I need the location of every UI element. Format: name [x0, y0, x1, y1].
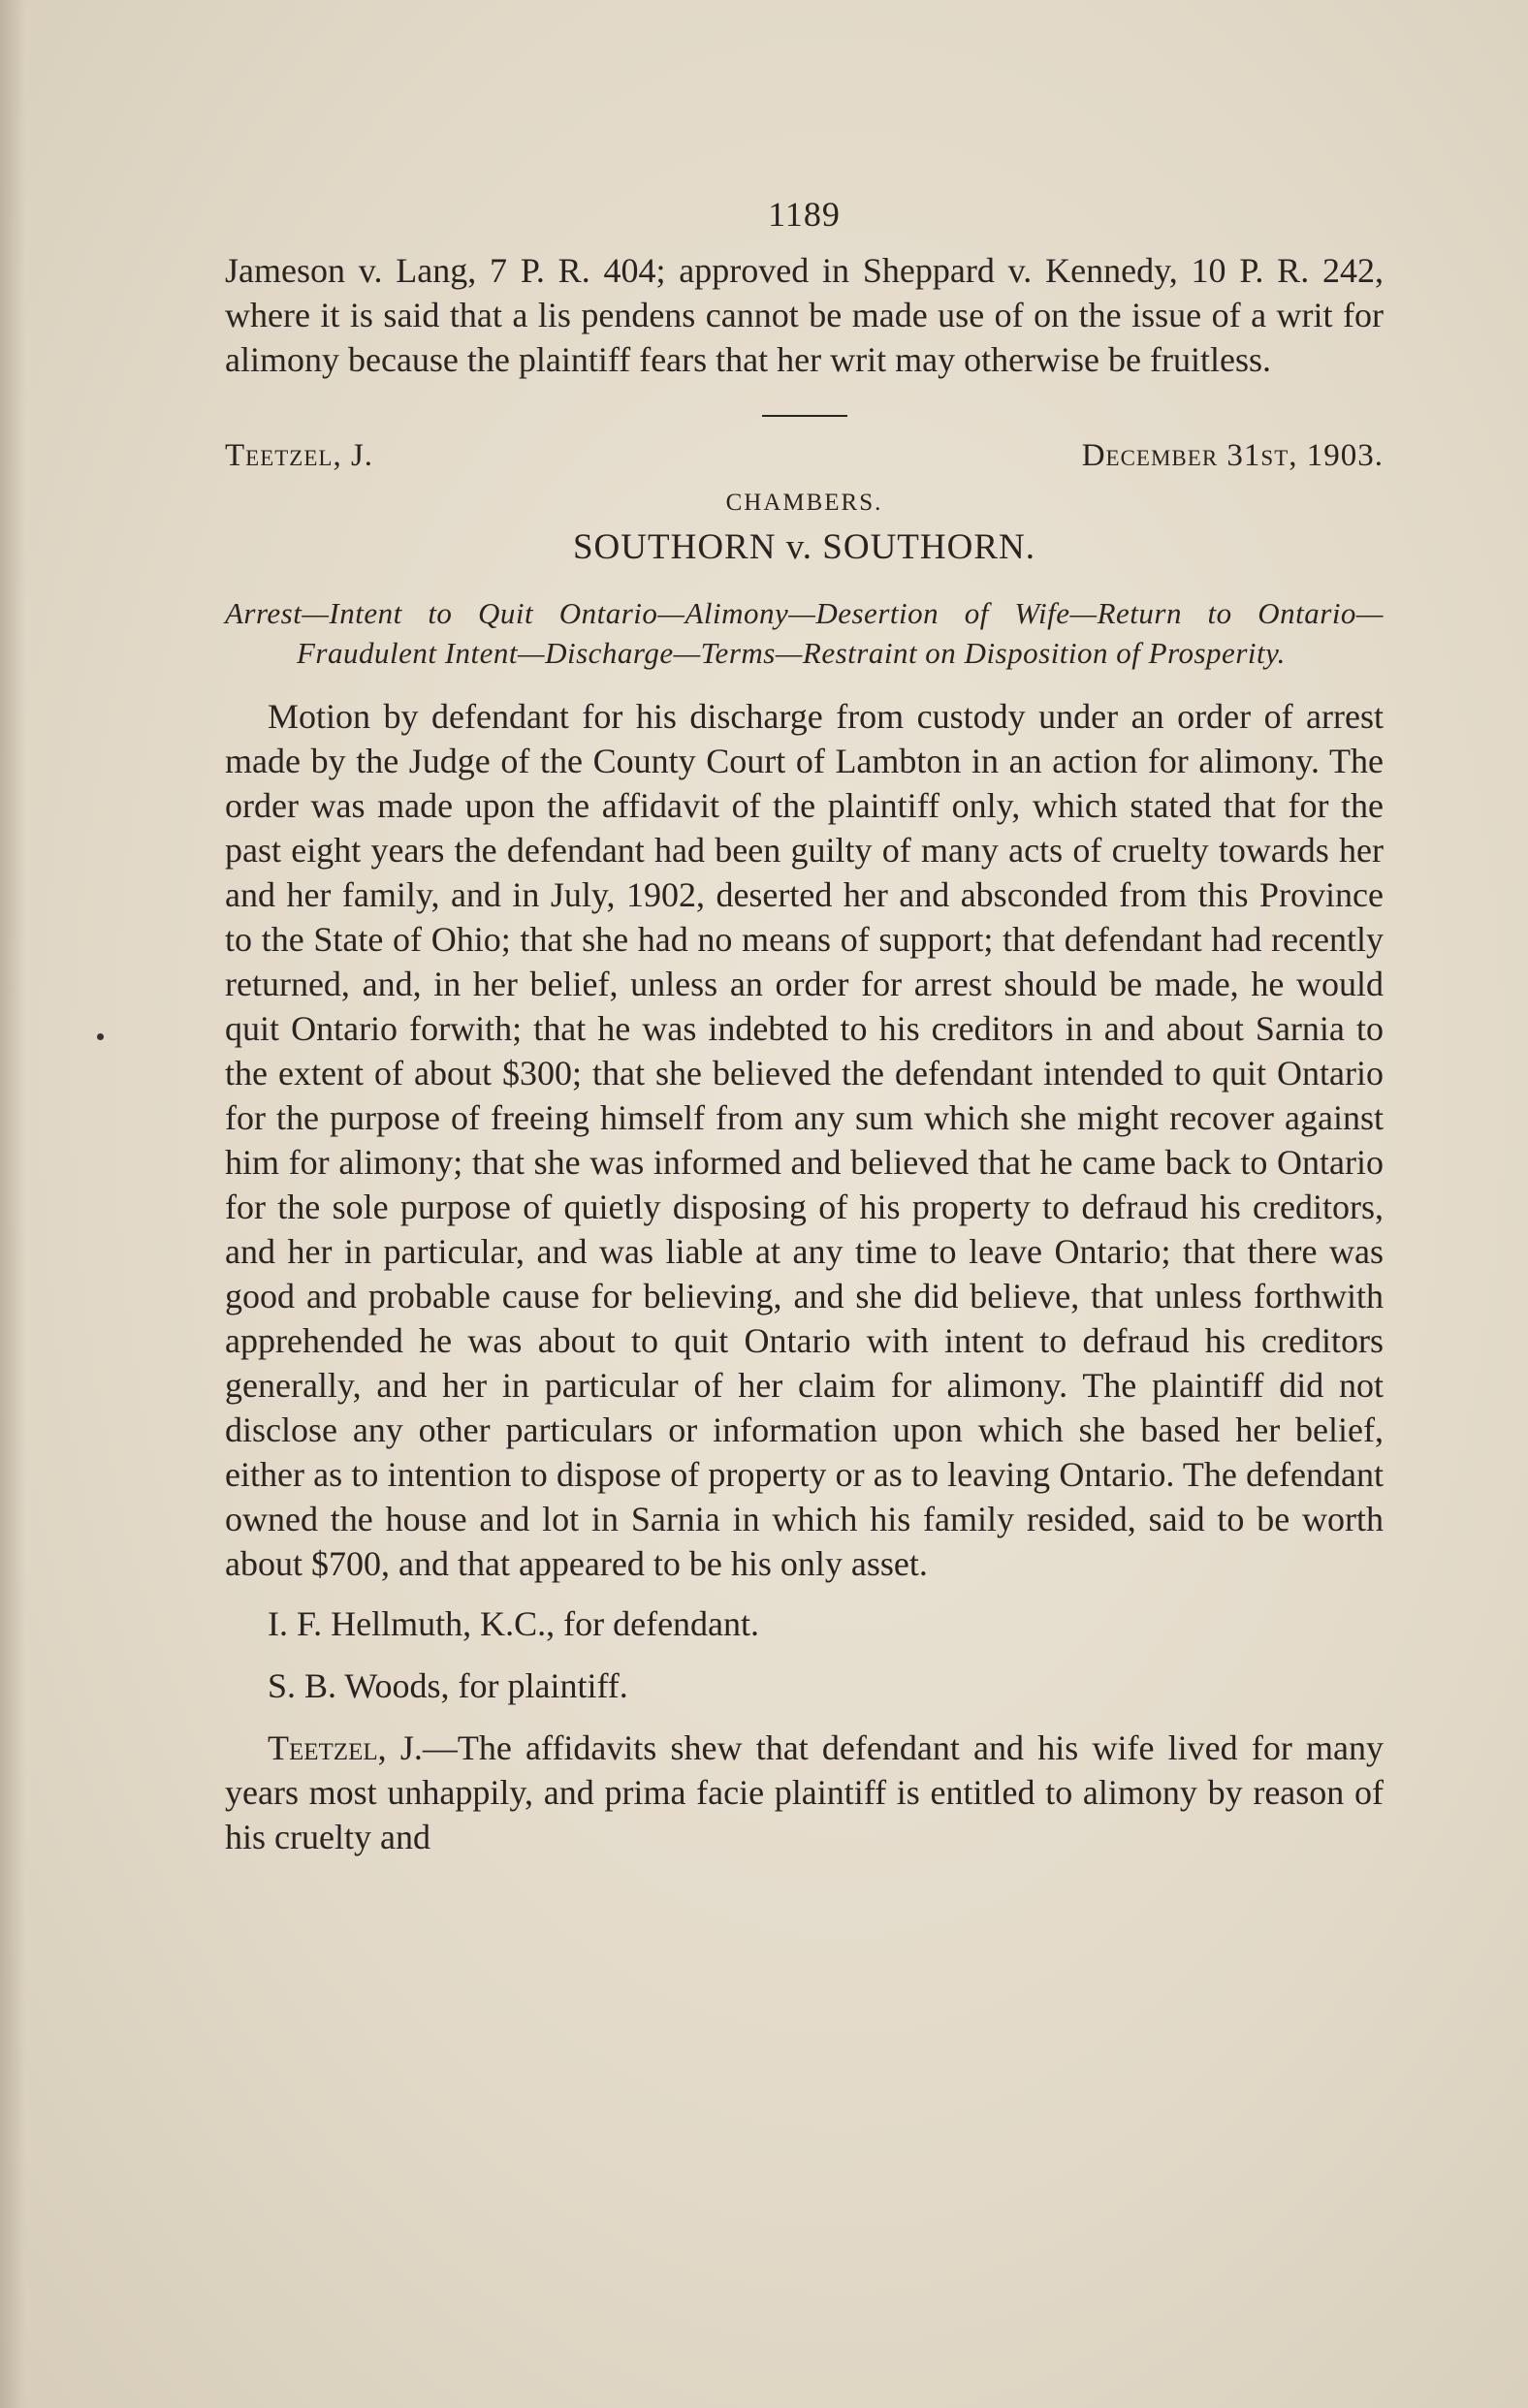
ink-speck: [97, 1033, 104, 1040]
gutter-shadow: [0, 0, 25, 2408]
statement-of-facts: Motion by defendant for his discharge from custody under an order of arrest made by the Judge of the County Court of Lambton in an action for alimony. The order was made upon the affidavit of the plaintiff only, which stated that for the past eight years the defendant had been guilty of many acts of cruelty towards her and her family, and in July, 1902, deserted her and absconded from this Province to the State of Ohio; that she had no means of support; that defendant had recently returned, and, in her belief, unless an order for arrest should be made, he would quit Ontario forwith; that he was indebted to his creditors in and about Sarnia to the extent of about $300; that she believed the defendant intended to quit Ontario for the purpose of freeing himself from any sum which she might recover against him for alimony; that she was informed and believed that he came back to Ontario for the sole purpose of quietly disposing of his property to defraud his creditors, and her in particular, and was liable at any time to leave Ontario; that there was good and probable cause for believing, and she did believe, that unless forthwith apprehended he was about to quit Ontario with intent to defraud his creditors generally, and her in particular of her claim for alimony. The plaintiff did not disclose any other particulars or information upon which she based her belief, either as to intention to dispose of property or as to leaving Ontario. The defendant owned the house and lot in Sarnia in which his family resided, said to be worth about $700, and that appeared to be his only asset.: [225, 697, 1384, 1583]
page-content: [225, 194, 1384, 1859]
previous-case-paragraph: Jameson v. Lang, 7 P. R. 404; approved in Sheppard v. Kennedy, 10 P. R. 242, where it is said that a lis pendens cannot be made use of on the issue of a writ for alimony because the plaintiff fears that her writ may otherwise be fruitless.: [225, 251, 1384, 379]
judgment-text: —The affidavits shew that defendant and his wife lived for many years most unhappily, and prima facie plaintiff is entitled to alimony by reason of his cruelty and: [225, 1728, 1384, 1856]
case-header-line: [225, 438, 1384, 474]
counsel-defendant: I. F. Hellmuth, K.C., for defendant.: [268, 1604, 760, 1643]
court-label: CHAMBERS.: [725, 490, 883, 516]
judge-name: Teetzel, J.: [225, 438, 374, 473]
judgment-judge-name: Teetzel, J.: [268, 1728, 423, 1767]
counsel-plaintiff: S. B. Woods, for plaintiff.: [268, 1666, 628, 1705]
judgment-paragraph: [225, 1726, 1384, 1859]
page-number: 1189: [768, 195, 841, 234]
headnote: Arrest—Intent to Quit Ontario—Alimony—Desertion of Wife—Return to Ontario—Fraudulent Intent—Discharge—Terms—Restraint on Disposition of Prosperity.: [225, 596, 1384, 670]
decision-date: December 31st, 1903.: [1081, 438, 1384, 473]
section-divider: [762, 415, 847, 417]
case-title: SOUTHORN v. SOUTHORN.: [572, 527, 1035, 567]
